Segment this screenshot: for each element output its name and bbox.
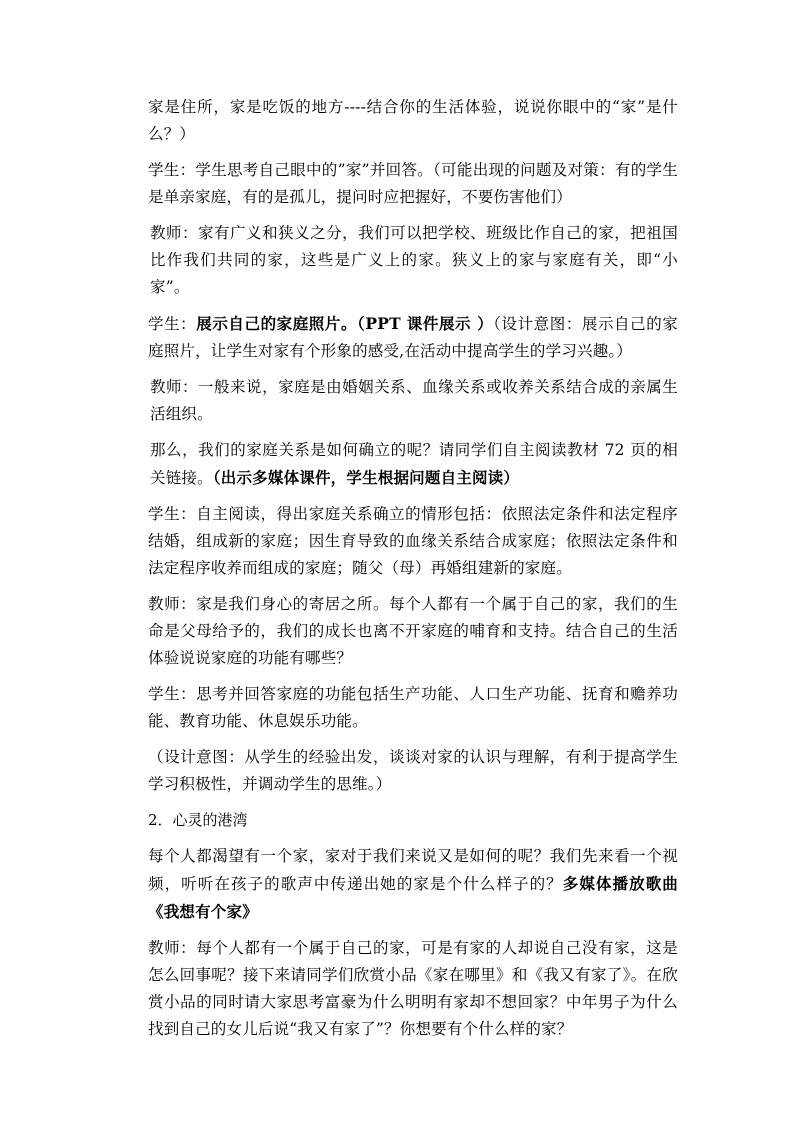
paragraph-bold-text: 多媒体播放歌曲《我想有个家》 — [148, 874, 678, 921]
paragraph-student-answer — [148, 157, 678, 211]
paragraph-teacher-functions — [148, 591, 678, 672]
paragraph-bold-text: （出示多媒体课件，学生根据问题自主阅读） — [212, 468, 520, 487]
paragraph-student-reading — [148, 501, 678, 582]
paragraph-design-intent — [148, 744, 678, 798]
paragraph-prefix: 学生： — [148, 315, 197, 333]
paragraph-home-question — [148, 94, 678, 148]
paragraph-suffix: （设计意图：展示自己的家庭照片，让学生对家有个形象的感受,在活动中提高学生的学习兴趣。） — [148, 315, 678, 360]
paragraph-text: 学生：自主阅读，得出家庭关系确立的情形包括：依照法定条件和法定程序结婚，组成新的家庭；因生育导致的血缘关系结合成家庭；依照法定条件和法定程序收养而组成的家庭；随父（母）再婚组建新的家庭。 — [148, 505, 678, 577]
paragraph-student-photos — [148, 310, 678, 365]
paragraph-text: 学生：学生思考自己眼中的”家”并回答。（可能出现的问题及对策：有的学生是单亲家庭，有的是孤儿，提问时应把握好，不要伤害他们） — [148, 161, 678, 206]
paragraph-teacher-broad-narrow — [148, 220, 678, 301]
paragraph-text: 学生：思考并回答家庭的功能包括生产功能、人口生产功能、抚育和赡养功能、教育功能、休息娱乐功能。 — [148, 685, 678, 730]
paragraph-teacher-definition — [148, 374, 678, 428]
paragraph-bold-text: 展示自己的家庭照片。（PPT 课件展示 ） — [196, 314, 494, 333]
paragraph-text: 家是住所，家是吃饭的地方----结合你的生活体验，说说你眼中的“家”是什么？） — [148, 98, 678, 143]
heading-text: 2．心灵的港湾 — [148, 811, 248, 829]
paragraph-text: 教师：一般来说，家庭是由婚姻关系、血缘关系或收养关系结合成的亲属生活组织。 — [150, 378, 678, 423]
paragraph-teacher-sketch — [148, 935, 678, 1043]
section-heading — [148, 807, 678, 834]
paragraph-prefix: 那么，我们的家庭关系是如何确立的呢？请同学们自主阅读教材 72 页的相关链接。 — [150, 441, 678, 487]
document-body — [148, 94, 678, 1052]
paragraph-prefix: 每个人都渴望有一个家，家对于我们来说又是如何的呢？我们先来看一个视频，听听在孩子的歌声中传递出她的家是个什么样子的？ — [148, 847, 678, 893]
paragraph-family-relations-question — [148, 437, 678, 492]
paragraph-text: 教师：家有广义和狭义之分，我们可以把学校、班级比作自己的家，把祖国比作我们共同的家，这些是广义上的家。狭义上的家与家庭有关，即“小家”。 — [150, 224, 678, 296]
paragraph-student-functions — [148, 681, 678, 735]
paragraph-text: （设计意图：从学生的经验出发，谈谈对家的认识与理解，有利于提高学生学习积极性，并调动学生的思维。） — [148, 748, 678, 793]
paragraph-text: 教师：家是我们身心的寄居之所。每个人都有一个属于自己的家，我们的生命是父母给予的，我们的成长也离不开家庭的哺育和支持。结合自己的生活体验说说家庭的功能有哪些？ — [148, 595, 678, 667]
paragraph-text: 教师：每个人都有一个属于自己的家，可是有家的人却说自己没有家，这是怎么回事呢？接下来请同学们欣赏小品《家在哪里》和《我又有家了》。在欣赏小品的同时请大家思考富豪为什么明明有家却不想回家？中年男子为什么找到自己的女儿后说“我又有家了”？你想要有个什么样的家？ — [148, 939, 678, 1038]
paragraph-song-video — [148, 843, 678, 926]
